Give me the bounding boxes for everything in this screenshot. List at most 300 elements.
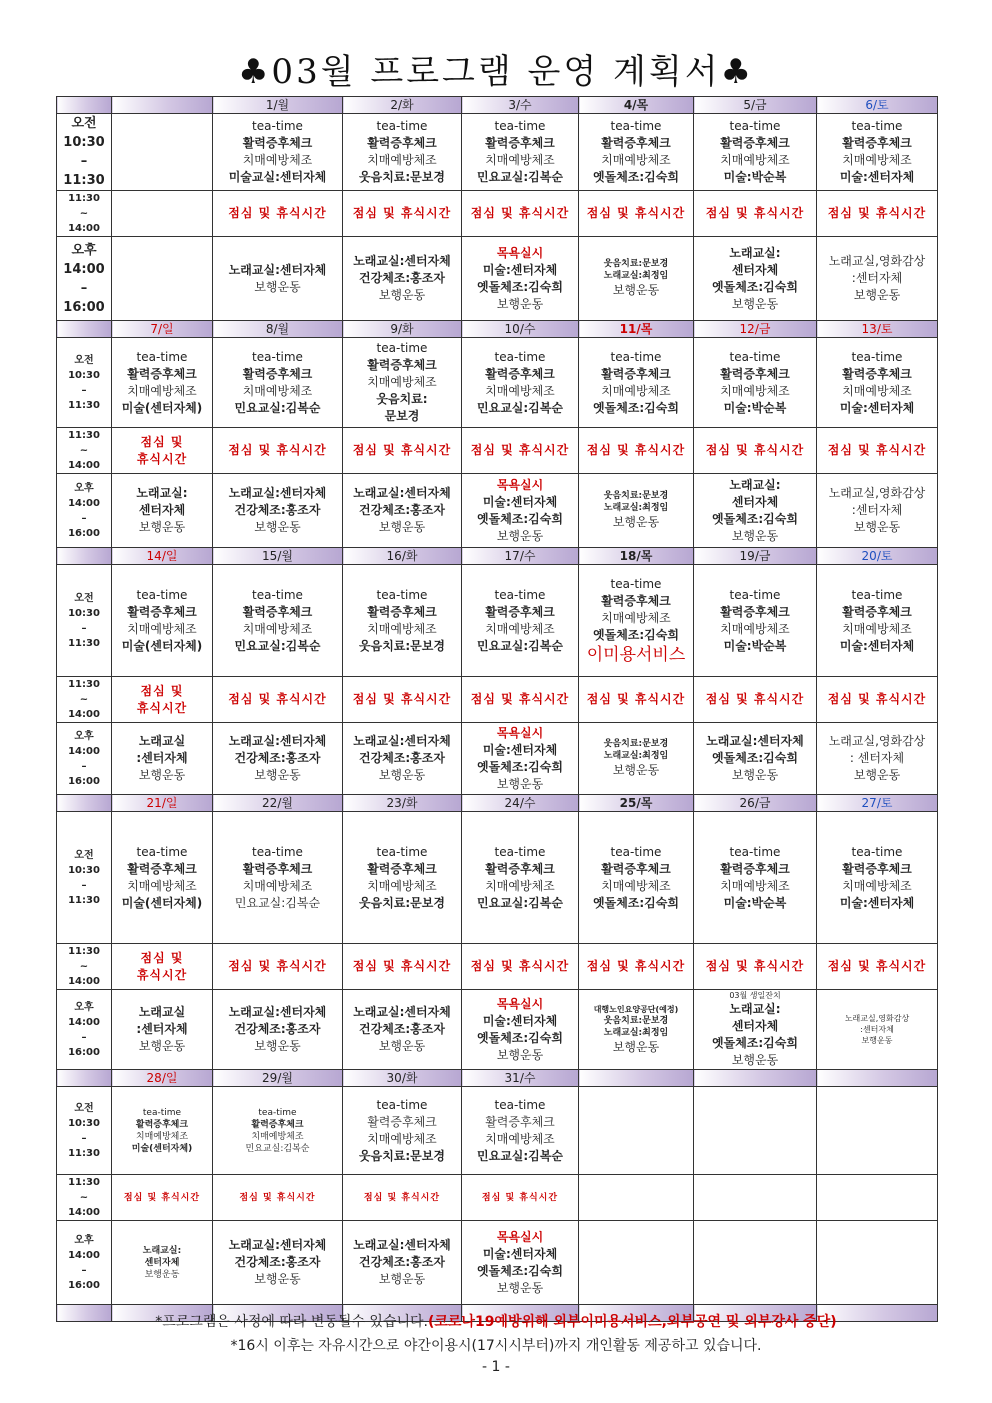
program-cell (112, 474, 213, 548)
program-cell (343, 565, 462, 677)
program-item: 미술:박순복 (723, 400, 787, 415)
program-cell (579, 1221, 694, 1305)
slot-row (57, 237, 938, 321)
day-header: 5/금 (694, 97, 817, 114)
time-cell (57, 944, 112, 990)
program-item: 보행운동 (853, 768, 901, 782)
slot-row (57, 723, 938, 795)
program-item: :센터자체 (851, 503, 903, 517)
day-header (694, 1070, 817, 1087)
program-cell (213, 474, 343, 548)
time-label: 오후 (74, 730, 94, 742)
program-item: 점심 및 휴식시간 (352, 206, 452, 220)
program-cell (112, 237, 213, 321)
program-item: 노래교실:센터자체 (353, 1238, 451, 1252)
program-item: tea-time (610, 349, 662, 364)
day-header: 3/수 (462, 97, 579, 114)
program-cell (462, 474, 579, 548)
program-cell (343, 338, 462, 428)
program-cell (694, 1175, 817, 1221)
program-cell (694, 338, 817, 428)
program-item: 활력증후체크 (842, 136, 912, 150)
program-item: tea-time (494, 844, 546, 859)
program-item: 휴식시간 (136, 451, 188, 466)
program-item: 미술:센터자체 (482, 1246, 558, 1261)
time-label: 16:00 (68, 527, 100, 539)
program-cell (694, 812, 817, 944)
program-item: 민요교실:김복순 (477, 400, 563, 415)
time-label: – (81, 512, 87, 524)
program-item: 보행운동 (138, 768, 186, 782)
program-cell (694, 990, 817, 1070)
program-item: 치매예방체조 (367, 153, 437, 167)
program-item: 미술(센터자체) (121, 895, 203, 910)
program-cell (817, 1087, 938, 1175)
program-cell (462, 565, 579, 677)
time-label: 11:30 (68, 1177, 100, 1188)
program-item: 점심 및 휴식시간 (827, 206, 927, 220)
time-label: 11:30 (68, 430, 100, 441)
program-item: tea-time (376, 1097, 428, 1112)
program-item: 보행운동 (144, 1269, 180, 1280)
program-item: 활력증후체크 (485, 1114, 555, 1129)
time-label: 14:00 (68, 745, 100, 757)
time-label: 오전 (74, 354, 94, 366)
program-item: 노래교실,영화감상 (828, 734, 926, 748)
program-item: 보행운동 (378, 288, 426, 302)
program-item: 활력증후체크 (485, 136, 555, 150)
program-cell (112, 677, 213, 723)
program-cell (343, 723, 462, 795)
program-item: 활력증후체크 (720, 366, 790, 381)
program-item: tea-time (851, 119, 903, 133)
program-item: 노래교실:최정임 (603, 1027, 669, 1038)
program-cell (579, 237, 694, 321)
program-item: 치매예방체조 (485, 878, 555, 893)
time-cell (57, 990, 112, 1070)
program-cell (817, 1221, 938, 1305)
program-item: 보행운동 (496, 1047, 544, 1062)
program-cell (343, 677, 462, 723)
program-item: 옛돌체조:김숙희 (593, 170, 679, 184)
program-item: 노래교실:최정임 (603, 271, 669, 281)
program-item: 민요교실:김복순 (234, 400, 321, 415)
program-cell (112, 990, 213, 1070)
program-item: 민요교실:김복순 (234, 638, 321, 653)
day-header: 30/화 (343, 1070, 462, 1087)
program-cell (462, 338, 579, 428)
program-item: 치매예방체조 (842, 383, 912, 398)
program-cell (213, 944, 343, 990)
program-cell (112, 1175, 213, 1221)
program-item: 민요교실:김복순 (477, 1148, 563, 1163)
time-cell (57, 338, 112, 428)
program-cell (343, 990, 462, 1070)
program-item: tea-time (729, 119, 781, 133)
slot-row (57, 114, 938, 191)
program-item: 보행운동 (254, 768, 301, 782)
program-item: 웃음치료:문보경 (359, 638, 445, 653)
program-item: tea-time (610, 119, 662, 133)
program-item: 치매예방체조 (242, 878, 313, 893)
time-label: 14:00 (68, 1016, 100, 1028)
day-header (579, 1070, 694, 1087)
program-item: 보행운동 (378, 1039, 426, 1053)
program-item: 점심 및 휴식시간 (586, 443, 686, 457)
program-item: 치매예방체조 (601, 153, 671, 167)
note-line-2: *16시 이후는 자유시간으로 야간이용시(17시시부터)까지 개인활동 제공하고 있습니다. (230, 1338, 762, 1354)
program-item: 건강체조:홍조자 (359, 1022, 445, 1036)
day-header: 25/목 (579, 795, 694, 812)
time-label: 14:00 (68, 460, 100, 471)
time-cell (57, 565, 112, 677)
program-cell (817, 1175, 938, 1221)
week-header-row (57, 321, 938, 338)
time-label: 오후 (71, 242, 97, 258)
time-label: 오후 (74, 1001, 94, 1013)
program-item: 점심 및 휴식시간 (228, 959, 327, 973)
program-item: 점심 및 휴식시간 (705, 206, 805, 220)
program-item: 옛돌체조:김숙희 (593, 400, 679, 415)
program-item: 목욕실시 (496, 245, 544, 260)
program-item: 미술:센터자체 (482, 262, 558, 277)
program-item: tea-time (136, 587, 188, 602)
program-item: 활력증후체크 (127, 861, 197, 876)
program-item: 건강체조:홍조자 (234, 1255, 321, 1269)
program-item: : 센터자체 (849, 751, 905, 765)
day-header (112, 97, 213, 114)
program-item: 센터자체 (138, 503, 186, 517)
program-item: 보행운동 (378, 520, 426, 534)
program-item: 보행운동 (612, 1039, 660, 1054)
program-item: 활력증후체크 (135, 1119, 189, 1130)
program-item: 센터자체 (144, 1257, 180, 1268)
program-cell (343, 474, 462, 548)
program-cell (694, 237, 817, 321)
program-item: 보행운동 (853, 520, 901, 534)
program-item: 치매예방체조 (601, 878, 671, 893)
program-item: 미술:박순복 (723, 895, 787, 910)
program-cell (817, 474, 938, 548)
program-item: 점심 및 휴식시간 (363, 1192, 441, 1203)
program-cell (817, 428, 938, 474)
program-item: 보행운동 (496, 776, 544, 791)
program-item: 미술:센터자체 (482, 494, 558, 509)
program-item: 보행운동 (612, 763, 660, 777)
program-item: :센터자체 (136, 1022, 188, 1036)
program-item: 건강체조:홍조자 (359, 1255, 445, 1269)
program-cell (462, 1175, 579, 1221)
program-cell (694, 428, 817, 474)
day-header: 22/월 (213, 795, 343, 812)
program-cell (579, 723, 694, 795)
program-item: 노래교실:최정임 (603, 503, 669, 513)
slot-row (57, 428, 938, 474)
program-item: 점심 및 휴식시간 (586, 692, 686, 706)
time-label: 11:30 (63, 173, 105, 188)
time-label: ~ (79, 1192, 89, 1203)
program-item: tea-time (136, 349, 188, 364)
program-item: tea-time (376, 119, 428, 133)
time-label: ~ (79, 961, 89, 972)
program-cell (694, 1221, 817, 1305)
program-item: 점심 및 휴식시간 (481, 1192, 559, 1203)
day-header: 8/월 (213, 321, 343, 338)
program-item: 노래교실: (729, 1002, 781, 1016)
program-item: 점심 및 휴식시간 (352, 692, 452, 706)
program-item: 활력증후체크 (242, 604, 313, 619)
program-cell (817, 565, 938, 677)
program-cell (817, 990, 938, 1070)
time-label: 오전 (74, 1102, 94, 1114)
time-cell (57, 428, 112, 474)
program-item: 노래교실 (138, 734, 186, 748)
program-item: 옛돌체조:김숙희 (712, 511, 798, 526)
program-cell (343, 1175, 462, 1221)
program-item: 점심 및 휴식시간 (827, 443, 927, 457)
program-cell (343, 428, 462, 474)
time-label: 14:00 (63, 261, 105, 277)
time-cell (57, 1221, 112, 1305)
program-item: 건강체조:홍조자 (234, 1022, 321, 1036)
program-item: 점심 및 (140, 434, 184, 449)
program-item: 노래교실:센터자체 (228, 1005, 327, 1019)
program-item: 웃음치료:문보경 (603, 1015, 669, 1026)
slot-row (57, 990, 938, 1070)
program-cell (213, 1175, 343, 1221)
time-label: 14:00 (68, 709, 100, 720)
program-item: tea-time (851, 587, 903, 602)
program-item: 민요교실:김복순 (245, 1143, 310, 1154)
time-label: 10:30 (68, 1117, 100, 1129)
program-item: 치매예방체조 (601, 383, 671, 398)
program-item: 활력증후체크 (601, 861, 671, 876)
time-label: ~ (79, 208, 89, 219)
program-cell (579, 990, 694, 1070)
program-cell (462, 944, 579, 990)
time-cell (57, 1087, 112, 1175)
program-item: 치매예방체조 (135, 1131, 189, 1142)
slot-row (57, 944, 938, 990)
program-cell (817, 723, 938, 795)
program-item: 노래교실: (729, 245, 781, 260)
program-cell (462, 990, 579, 1070)
program-cell (579, 1087, 694, 1175)
program-item: 활력증후체크 (485, 604, 555, 619)
program-cell (694, 677, 817, 723)
program-item: 치매예방체조 (485, 383, 555, 398)
day-header: 31/수 (462, 1070, 579, 1087)
slot-row (57, 677, 938, 723)
program-item: 노래교실,영화감상 (844, 1014, 910, 1023)
program-item: 건강체조:홍조자 (234, 751, 321, 765)
program-item: tea-time (252, 587, 303, 602)
program-cell (213, 237, 343, 321)
program-item: 목욕실시 (496, 1229, 544, 1244)
time-label: 11:30 (68, 637, 100, 649)
time-label: 10:30 (68, 607, 100, 619)
program-cell (817, 677, 938, 723)
time-label: – (81, 879, 87, 891)
day-header: 24/수 (462, 795, 579, 812)
program-cell (817, 812, 938, 944)
program-item: 휴식시간 (136, 700, 188, 715)
day-header: 12/금 (694, 321, 817, 338)
program-item: 치매예방체조 (720, 383, 790, 398)
program-cell (213, 565, 343, 677)
day-header: 23/화 (343, 795, 462, 812)
program-item: 치매예방체조 (842, 621, 912, 636)
program-item: 옛돌체조:김숙희 (477, 279, 563, 294)
program-cell (579, 428, 694, 474)
slot-row (57, 1087, 938, 1175)
program-item: 건강체조:홍조자 (234, 503, 321, 517)
program-item: 점심 및 휴식시간 (705, 692, 805, 706)
program-cell (579, 944, 694, 990)
program-cell (579, 191, 694, 237)
slot-row (57, 1175, 938, 1221)
time-cell (57, 474, 112, 548)
program-item: 웃음치료:문보경 (359, 170, 445, 184)
program-cell (694, 944, 817, 990)
program-cell (213, 723, 343, 795)
note-line-1-text: *프로그램은 사정에 따라 변동될수 있습니다. (155, 1314, 428, 1330)
day-header: 20/토 (817, 548, 938, 565)
program-item: 치매예방체조 (242, 383, 313, 398)
program-cell (112, 812, 213, 944)
time-cell (57, 191, 112, 237)
time-label: – (81, 622, 87, 634)
program-cell (343, 237, 462, 321)
program-item: 노래교실:센터자체 (353, 734, 451, 748)
program-cell (579, 565, 694, 677)
program-item: 노래교실: (136, 486, 188, 500)
program-cell (213, 338, 343, 428)
time-label: 11:30 (68, 193, 100, 204)
program-item: 활력증후체크 (367, 1114, 437, 1129)
time-label: 14:00 (68, 223, 100, 234)
day-header (817, 1070, 938, 1087)
header-corner-cell (57, 795, 112, 812)
program-cell (112, 114, 213, 191)
program-item: 미술:센터자체 (482, 742, 558, 757)
program-item: 활력증후체크 (842, 366, 912, 381)
program-cell (213, 1221, 343, 1305)
program-item: 점심 및 휴식시간 (586, 959, 686, 973)
day-header: 28/일 (112, 1070, 213, 1087)
program-item: 미술(센터자체) (121, 638, 203, 653)
day-header: 6/토 (817, 97, 938, 114)
program-item: 점심 및 휴식시간 (352, 443, 452, 457)
program-item: 미술(센터자체) (121, 400, 203, 415)
program-item: tea-time (729, 349, 781, 364)
program-cell (579, 338, 694, 428)
program-cell (694, 1087, 817, 1175)
program-item: 점심 및 휴식시간 (586, 206, 686, 220)
program-cell (579, 812, 694, 944)
time-label: 오전 (74, 592, 94, 604)
program-cell (694, 474, 817, 548)
program-item: 미술:센터자체 (839, 638, 915, 653)
slot-row (57, 1221, 938, 1305)
program-item: 점심 및 휴식시간 (827, 959, 927, 973)
program-item: 옛돌체조:김숙희 (712, 279, 798, 294)
program-cell (213, 191, 343, 237)
program-item: 활력증후체크 (367, 604, 437, 619)
program-item: 문보경 (384, 409, 420, 423)
program-item: tea-time (851, 349, 903, 364)
program-item: 치매예방체조 (720, 621, 790, 636)
day-header: 13/토 (817, 321, 938, 338)
program-item: 점심 및 휴식시간 (239, 1192, 316, 1203)
program-item: 민요교실:김복순 (477, 638, 563, 653)
program-item: 활력증후체크 (485, 861, 555, 876)
time-label: 14:00 (68, 497, 100, 509)
program-cell (817, 338, 938, 428)
program-cell (462, 114, 579, 191)
program-item: 노래교실:센터자체 (228, 1238, 327, 1252)
time-label: 10:30 (68, 369, 100, 381)
week-header-row (57, 795, 938, 812)
day-header: 10/수 (462, 321, 579, 338)
program-item: 옛돌체조:김숙희 (712, 1036, 798, 1050)
time-cell (57, 812, 112, 944)
program-item: 점심 및 휴식시간 (228, 692, 327, 706)
program-cell (112, 723, 213, 795)
program-item: 미술:박순복 (723, 170, 787, 184)
program-item: 점심 및 휴식시간 (228, 443, 327, 457)
program-item: 치매예방체조 (485, 621, 555, 636)
header-corner-cell (57, 321, 112, 338)
program-item: 활력증후체크 (367, 861, 437, 876)
program-item: 치매예방체조 (485, 1131, 555, 1146)
time-label: 16:00 (68, 775, 100, 787)
program-item: 점심 및 휴식시간 (123, 1192, 201, 1203)
program-item: tea-time (252, 349, 303, 364)
program-item: 센터자체 (731, 1019, 779, 1033)
day-header: 26/금 (694, 795, 817, 812)
program-item: 치매예방체조 (127, 383, 197, 398)
program-item: 점심 및 (140, 683, 184, 698)
program-item: tea-time (494, 119, 546, 133)
program-item: 센터자체 (731, 262, 779, 277)
week-header-row (57, 97, 938, 114)
program-item: tea-time (610, 576, 662, 591)
program-item: 활력증후체크 (842, 604, 912, 619)
program-item: 옛돌체조:김숙희 (477, 1263, 563, 1278)
day-header: 4/목 (579, 97, 694, 114)
program-item: 점심 및 휴식시간 (352, 959, 452, 973)
program-item: 옛돌체조:김숙희 (593, 895, 679, 910)
time-label: 11:30 (68, 679, 100, 690)
program-item: :센터자체 (136, 751, 188, 765)
slot-row (57, 338, 938, 428)
header-corner-cell (57, 97, 112, 114)
program-item: 대행노인요양공단(예정) (593, 1004, 679, 1014)
program-cell (694, 114, 817, 191)
slot-row (57, 474, 938, 548)
program-item: 치매예방체조 (367, 878, 437, 893)
program-item: 노래교실,영화감상 (828, 486, 926, 500)
program-cell (462, 428, 579, 474)
program-cell (112, 1221, 213, 1305)
program-item: 건강체조:홍조자 (359, 751, 445, 765)
program-item: 보행운동 (496, 528, 544, 543)
program-item: 옛돌체조:김숙희 (593, 627, 679, 642)
program-item: 치매예방체조 (127, 621, 197, 636)
program-cell (462, 191, 579, 237)
program-item: 활력증후체크 (127, 604, 197, 619)
